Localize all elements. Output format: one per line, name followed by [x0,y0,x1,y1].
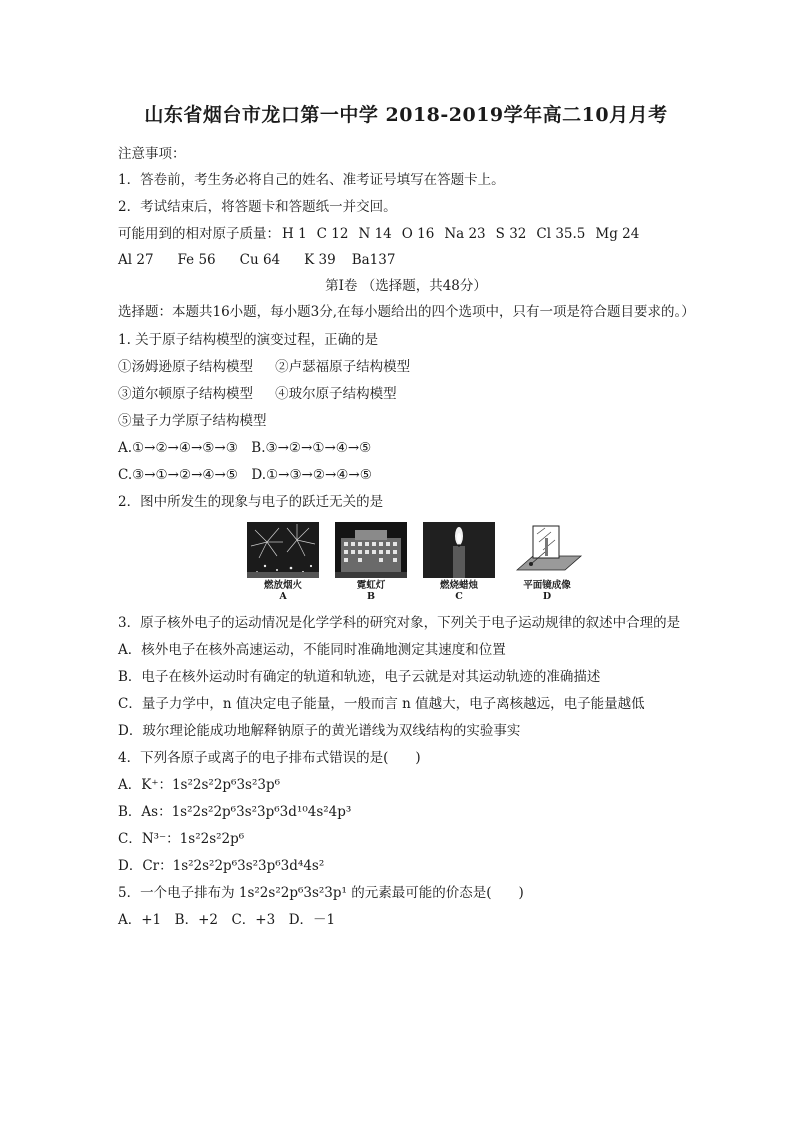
figure-fireworks: 燃放烟火 A [247,522,319,602]
question-1-line: ⑤量子力学原子结构模型 [118,413,267,429]
question-1-line: ③道尔顿原子结构模型 ④玻尔原子结构模型 [118,386,397,402]
atomic-masses-row-2: Al 27 Fe 56 Cu 64 K 39 Ba137 [118,252,396,268]
question-5-options: A．+1 B．+2 C．+3 D．－1 [118,912,336,928]
question-2-figures [136,522,694,602]
neon-building-image [335,522,407,578]
notes-heading: 注意事项： [118,146,186,162]
figure-mirror: 平面镜成像 D [511,522,583,602]
atomic-masses-row-1: 可能用到的相对原子质量： H 1 C 12 N 14 O 16 Na 23 S 32 Cl 35.5 Mg 24 [118,226,640,242]
question-3-option-c: C．量子力学中，n 值决定电子能量，一般而言 n 值越大，电子离核越远，电子能量越低 [118,696,645,712]
note-item: 2．考试结束后，将答题卡和答题纸一并交回。 [118,199,397,215]
question-1-option-row: C.③→①→②→④→⑤ D.①→③→②→④→⑤ [118,467,372,483]
question-4-option-c: C．N³⁻：1s²2s²2p⁶ [118,831,245,847]
question-3-option-d: D．玻尔理论能成功地解释钠原子的黄光谱线为双线结构的实验事实 [118,723,521,739]
question-3-option-b: B．电子在核外运动时有确定的轨道和轨迹，电子云就是对其运动轨迹的准确描述 [118,669,601,685]
figure-neon-lights: 霓虹灯 B [335,522,407,602]
question-4-option-a: A．K⁺：1s²2s²2p⁶3s²3p⁶ [118,777,281,793]
masses-label: 可能用到的相对原子质量： [118,226,280,242]
question-4-stem: 4．下列各原子或离子的电子排布式错误的是( ) [118,750,421,766]
page-title: 山东省烟台市龙口第一中学 2018-2019学年高二10月月考 [144,104,668,126]
section-instruction: 选择题：本题共16小题，每小题3分,在每小题给出的四个选项中，只有一项是符合题目要求的。） [118,304,695,320]
question-5-stem: 5．一个电子排布为 1s²2s²2p⁶3s²3p¹ 的元素最可能的价态是( ) [118,885,524,901]
mirror-image [511,522,583,578]
fireworks-image [247,522,319,578]
question-3-stem: 3．原子核外电子的运动情况是化学学科的研究对象，下列关于电子运动规律的叙述中合理的是 [118,615,681,631]
question-1-option-row: A.①→②→④→⑤→③ B.③→②→①→④→⑤ [118,440,372,456]
figure-candle: 燃烧蜡烛 C [423,522,495,602]
question-1-stem: 1. 关于原子结构模型的演变过程，正确的是 [118,332,379,348]
candle-image [423,522,495,578]
question-2-stem: 2．图中所发生的现象与电子的跃迁无关的是 [118,494,384,510]
question-1-line: ①汤姆逊原子结构模型 ②卢瑟福原子结构模型 [118,359,411,375]
question-4-option-d: D．Cr：1s²2s²2p⁶3s²3p⁶3d⁴4s² [118,858,325,874]
question-3-option-a: A．核外电子在核外高速运动，不能同时准确地测定其速度和位置 [118,642,506,658]
question-4-option-b: B．As：1s²2s²2p⁶3s²3p⁶3d¹⁰4s²4p³ [118,804,352,820]
section-heading: 第Ⅰ卷 （选择题，共48分） [325,278,487,294]
note-item: 1．答卷前，考生务必将自己的姓名、准考证号填写在答题卡上。 [118,172,505,188]
